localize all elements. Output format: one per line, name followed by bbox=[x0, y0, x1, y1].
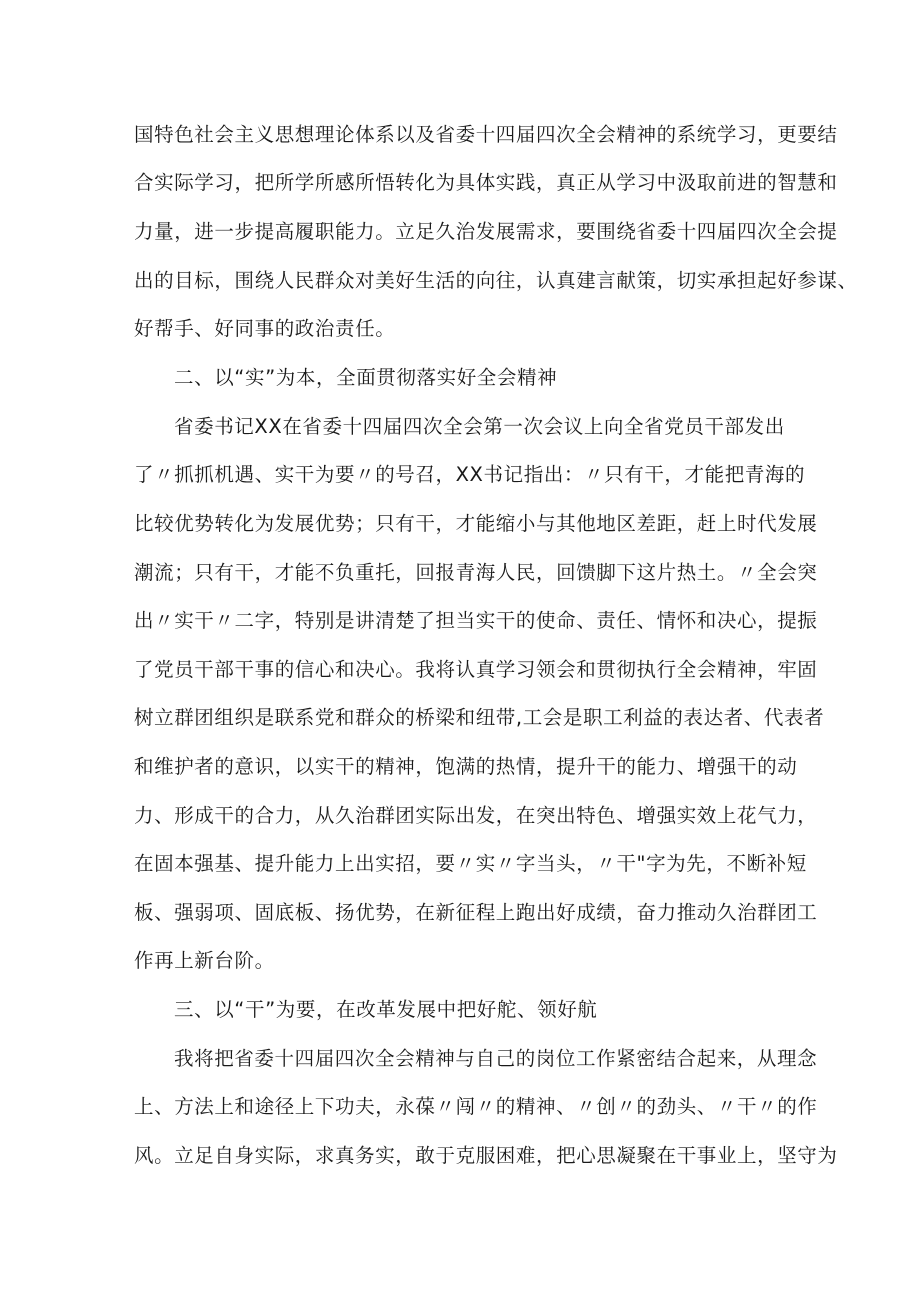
text-line: 力、形成干的合力，从久治群团实际出发，在突出特色、增强实效上花气力， bbox=[134, 804, 818, 827]
text-line: 力量，进一步提高履职能力。立足久治发展需求，要围绕省委十四届四次全会提 bbox=[134, 220, 838, 243]
text-line: 和维护者的意识，以实干的精神，饱满的热情，提升干的能力、增强干的动 bbox=[134, 755, 798, 778]
text-line: 国特色社会主义思想理论体系以及省委十四届四次全会精神的系统学习，更要结 bbox=[134, 123, 838, 146]
text-line: 作再上新台阶。 bbox=[134, 949, 275, 972]
text-line: 在固本强基、提升能力上出实招，要〃实〃字当头，〃干"字为先，不断补短 bbox=[134, 852, 807, 875]
text-line: 板、强弱项、固底板、扬优势，在新征程上跑出好成绩，奋力推动久治群团工 bbox=[134, 901, 818, 924]
section-heading-2: 二、以“实”为本，全面贯彻落实好全会精神 bbox=[174, 366, 558, 389]
text-line: 好帮手、好同事的政治责任。 bbox=[134, 317, 396, 340]
text-line: 树立群团组织是联系党和群众的桥梁和纽带,工会是职工利益的表达者、代表者 bbox=[134, 706, 825, 729]
text-line: 比较优势转化为发展优势；只有干，才能缩小与其他地区差距，赶上时代发展 bbox=[134, 512, 818, 535]
text-line: 省委书记XX在省委十四届四次全会第一次会议上向全省党员干部发出 bbox=[174, 415, 785, 438]
text-line: 上、方法上和途径上下功夫，永葆〃闯〃的精神、〃创〃的劲头、〃干〃的作 bbox=[134, 1095, 818, 1118]
text-line: 我将把省委十四届四次全会精神与自己的岗位工作紧密结合起来，从理念 bbox=[174, 1047, 818, 1070]
text-line: 合实际学习，把所学所感所悟转化为具体实践，真正从学习中汲取前进的智慧和 bbox=[134, 171, 838, 194]
text-line: 潮流；只有干，才能不负重托，回报青海人民，回馈脚下这片热土。〃全会突 bbox=[134, 561, 818, 584]
text-line: 了党员干部干事的信心和决心。我将认真学习领会和贯彻执行全会精神，牢固 bbox=[134, 658, 818, 681]
text-line: 出〃实干〃二字，特别是讲清楚了担当实干的使命、责任、情怀和决心，提振 bbox=[134, 609, 818, 632]
text-line: 了〃抓抓机遇、实干为要〃的号召，XX书记指出：〃只有干，才能把青海的 bbox=[134, 463, 806, 486]
text-line: 风。立足自身实际，求真务实，敢于克服困难，把心思凝聚在干事业上，坚守为 bbox=[134, 1144, 838, 1167]
section-heading-3: 三、以“干”为要，在改革发展中把好舵、领好航 bbox=[174, 998, 598, 1021]
text-line: 出的目标，围绕人民群众对美好生活的向往，认真建言献策，切实承担起好参谋、 bbox=[134, 269, 858, 292]
